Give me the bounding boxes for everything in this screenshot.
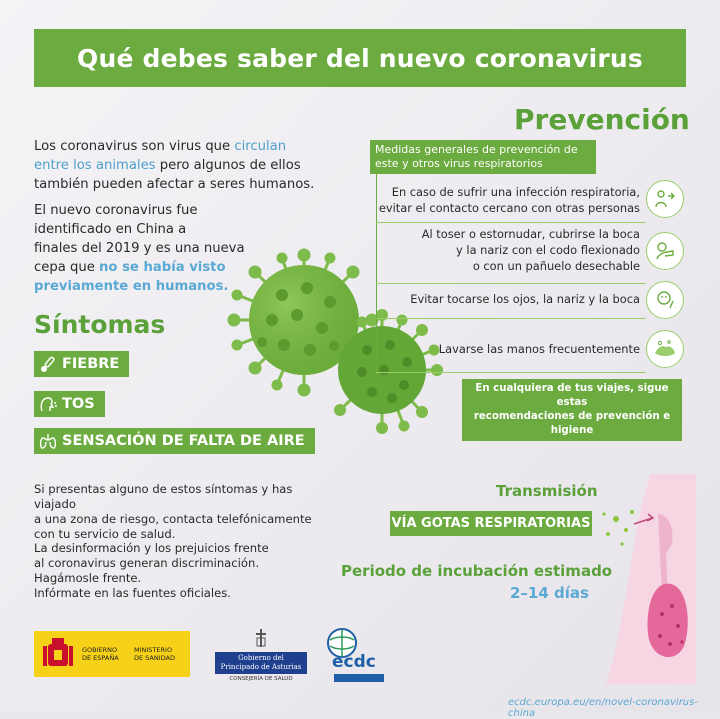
prevention-box-text: este y otros virus respiratorios: [375, 157, 543, 170]
travel-recommendations-box: [462, 379, 682, 441]
transmission-heading: Transmisión: [496, 482, 598, 500]
advice-text: a una zona de riesgo, contacta telefónicamente: [34, 512, 312, 526]
symptoms-heading: Síntomas: [34, 310, 166, 339]
advice-text: Infórmate en las fuentes oficiales.: [34, 586, 231, 600]
intro-paragraph-1: [34, 137, 344, 194]
gobierno-espana-logo: [34, 631, 190, 677]
prevention-text: evitar el contacto cercano con otras personas: [378, 201, 640, 215]
disinformation-note: [34, 541, 334, 601]
advice-text: Hagámosle frente.: [34, 571, 142, 585]
sneeze-elbow-icon: [646, 232, 684, 270]
prevention-text: Evitar tocarse los ojos, la nariz y la boca: [410, 292, 640, 306]
asturias-logo: [215, 628, 307, 688]
prevention-text: Lavarse las manos frecuentemente: [438, 342, 640, 356]
prevention-text: o con un pañuelo desechable: [472, 259, 640, 273]
incubation-heading: Periodo de incubación estimado: [341, 562, 613, 580]
coronavirus-illustration: [222, 250, 452, 440]
cross-emblem-icon: [254, 628, 268, 648]
intro-highlight: no se había visto: [99, 260, 226, 275]
lungs-icon: [34, 428, 62, 454]
distance-icon: [646, 180, 684, 218]
connector-line: [376, 318, 646, 319]
travel-text: recomendaciones de prevención e higiene: [473, 411, 671, 436]
prevention-item-handwash: [439, 341, 640, 357]
logo-text: Gobierno del: [238, 654, 284, 662]
ecdc-logo: [322, 628, 392, 686]
logo-text: Principado de Asturias: [220, 663, 302, 671]
intro-highlight: entre los animales: [34, 158, 156, 173]
symptom-label: FIEBRE: [62, 356, 120, 372]
face-touch-icon: [646, 281, 684, 319]
contact-advice: [34, 482, 334, 542]
prevention-box-text: Medidas generales de prevención de: [375, 143, 578, 156]
advice-text: al coronavirus generan discriminación.: [34, 556, 260, 570]
intro-text: también pueden afectar a seres humanos.: [34, 177, 315, 192]
connector-line: [376, 372, 646, 373]
symptom-shortness-of-breath: [34, 428, 315, 454]
prevention-item-distance: [379, 184, 640, 216]
symptom-label: TOS: [62, 396, 95, 412]
intro-highlight: circulan: [234, 139, 287, 154]
logo-text: ecdc: [332, 652, 376, 672]
logo-text: CONSEJERÍA DE SALUD: [229, 676, 293, 682]
asturias-banner: [215, 652, 307, 674]
prevention-text: Al toser o estornudar, cubrirse la boca: [421, 227, 640, 241]
symptom-label: SENSACIÓN DE FALTA DE AIRE: [62, 433, 305, 449]
cough-icon: [34, 391, 62, 417]
travel-text: En cualquiera de tus viajes, sigue estas: [475, 383, 669, 408]
advice-text: La desinformación y los prejuicios frente: [34, 541, 269, 555]
source-url: ecdc.europa.eu/en/novel-coronavirus-china: [508, 697, 698, 719]
intro-text: Los coronavirus son virus que: [34, 139, 235, 154]
handwash-icon: [646, 330, 684, 368]
prevention-heading: Prevención: [514, 103, 690, 136]
title-banner: [34, 29, 686, 87]
intro-text: El nuevo coronavirus fue: [34, 203, 198, 218]
intro-text: identificado en China a: [34, 222, 187, 237]
prevention-text: En caso de sufrir una infección respiratoria,: [391, 185, 640, 199]
thermometer-icon: [34, 351, 62, 377]
advice-text: con tu servicio de salud.: [34, 527, 176, 541]
intro-text: finales del 2019 y es una nueva: [34, 241, 245, 256]
prevention-item-face: [410, 291, 640, 307]
intro-highlight: previamente en humanos.: [34, 279, 229, 294]
prevention-text: y la nariz con el codo flexionado: [456, 243, 640, 257]
prevention-general-box: [370, 140, 596, 174]
logo-text: GOBIERNO DE ESPAÑA: [82, 646, 119, 662]
incubation-value: 2–14 días: [510, 584, 589, 602]
eu-flag-strip: [334, 674, 384, 682]
connector-line: [376, 222, 646, 223]
connector-line: [376, 172, 377, 378]
transmission-value: VÍA GOTAS RESPIRATORIAS: [390, 511, 592, 536]
symptom-fever: [34, 351, 129, 377]
intro-text: cepa que: [34, 260, 100, 275]
symptom-cough: [34, 391, 105, 417]
logo-text: MINISTERIO DE SANIDAD: [134, 646, 175, 662]
connector-line: [376, 283, 646, 284]
prevention-item-cover: [422, 226, 640, 274]
page-title: Qué debes saber del nuevo coronavirus: [77, 43, 643, 73]
advice-text: Si presentas alguno de estos síntomas y has viajado: [34, 482, 293, 511]
coat-of-arms-icon: [40, 634, 76, 674]
intro-text: pero algunos de ellos: [155, 158, 301, 173]
